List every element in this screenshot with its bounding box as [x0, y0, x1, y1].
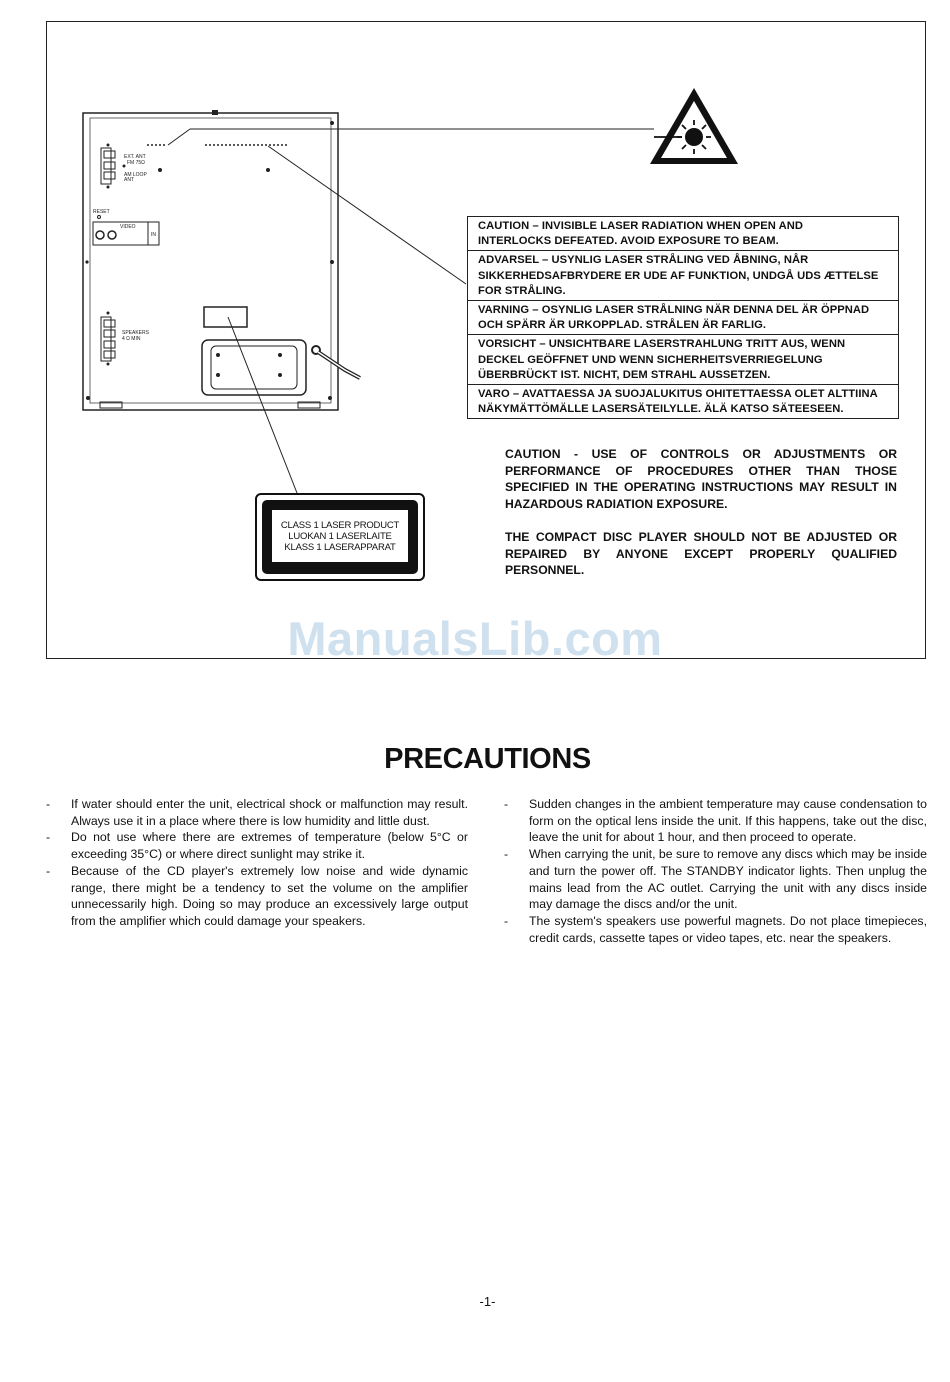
caution-paragraph: CAUTION - USE OF CONTROLS OR ADJUSTMENTS OR PERFORMANCE OF PROCEDURES OTHER THAN THOSE SPECIFIED IN THE OPERATING INSTRUCTIONS MAY RESULT IN HAZARDOUS RADIATION EXPOSURE.	[505, 447, 897, 512]
am-ant-label: ANT	[124, 177, 134, 183]
watermark: ManualsLib.com	[287, 612, 663, 665]
caution-notice	[505, 446, 897, 595]
reset-button	[98, 216, 101, 219]
laser-label-line: CLASS 1 LASER PRODUCT	[280, 519, 400, 531]
warning-swedish: VARNING – OSYNLIG LASER STRÅLNING NÄR DENNA DEL ÄR ÖPPNAD OCH SPÄRR ÄR URKOPPLAD. STRÅLEN ÄR FARLIG.	[468, 301, 898, 335]
laser-label-line: KLASS 1 LASERAPPARAT	[284, 541, 396, 553]
am-loop-label: AM LOOP	[124, 172, 147, 178]
screw	[330, 121, 334, 125]
class1-laser-label	[255, 493, 425, 581]
caution-paragraph: THE COMPACT DISC PLAYER SHOULD NOT BE ADJUSTED OR REPAIRED BY ANYONE EXCEPT PROPERLY QUALIFIED PERSONNEL.	[505, 529, 897, 578]
top-tab	[212, 110, 218, 115]
list-item: - Do not use where there are extremes of temperature (below 5°C or exceeding 35°C) or where direct sunlight may strike it.	[46, 830, 468, 862]
leader-line	[228, 317, 297, 493]
fm-label: FM 75Ω	[127, 160, 145, 166]
page-number: -1-	[479, 1294, 496, 1309]
screw	[328, 396, 332, 400]
leader-line	[268, 146, 466, 284]
video-jack	[108, 231, 116, 239]
multilingual-laser-warning	[467, 216, 899, 419]
speaker-terminals	[101, 312, 115, 366]
impedance-label: 4 Ω MIN	[122, 336, 141, 342]
list-item: - Sudden changes in the ambient temperature may cause condensation to form on the optical lens inside the unit. If this happens, take out the disc, leave the unit for about 1 hour, and then proceed to operate.	[504, 797, 927, 845]
list-item: - When carrying the unit, be sure to remove any discs which may be inside and turn the power off. The STANDBY indicator lights. Then unplug the mains lead from the AC outlet. Carrying the unit with any discs inside may damage the discs and/or the unit.	[504, 847, 927, 912]
precautions-right-column	[504, 796, 927, 946]
warning-english: CAUTION – INVISIBLE LASER RADIATION WHEN OPEN AND INTERLOCKS DEFEATED. AVOID EXPOSURE TO BEAM.	[468, 217, 898, 251]
laser-label-line: LUOKAN 1 LASERLAITE	[288, 530, 392, 542]
laser-warning-icon	[650, 88, 738, 164]
warning-danish: ADVARSEL – USYNLIG LASER STRÅLING VED ÅBNING, NÅR SIKKERHEDSAFBRYDERE ER UDE AF FUNKTION, UNDGÅ UDS ÆTTELSE FOR STRÅLING.	[468, 251, 898, 301]
precautions-left-column	[46, 796, 468, 930]
list-item: - Because of the CD player's extremely low noise and wide dynamic range, there might be a tendency to set the volume on the amplifier unnecessarily high. Doing so may produce an excessively large output from the amplifier which could damage your speakers.	[46, 863, 468, 928]
speakers-label: SPEAKERS	[122, 330, 149, 336]
screw	[330, 260, 334, 264]
warning-german: VORSICHT – UNSICHTBARE LASERSTRAHLUNG TRITT AUS, WENN DECKEL GEÖFFNET UND WENN SICHERHEITSVERRIEGELUNG ÜBERBRÜCKT IST. NICHT, DEM STRAHL AUSSETZEN.	[468, 335, 898, 385]
reset-label: RESET	[93, 209, 110, 215]
page-title: PRECAUTIONS	[384, 743, 591, 775]
warning-finnish: VARO – AVATTAESSA JA SUOJALUKITUS OHITETTAESSA OLET ALTTIINA NÄKYMÄTTÖMÄLLE LASERSÄTEILYLLE. ÄLÄ KATSO SÄTEESEEN.	[478, 388, 878, 416]
list-item: - If water should enter the unit, electrical shock or malfunction may result. Always use it in a place where there is low humidity and little dust.	[46, 797, 468, 828]
leader-line	[168, 129, 190, 145]
video-label: VIDEO	[120, 224, 136, 230]
vent-grille	[202, 340, 306, 395]
ext-ant-label: EXT. ANT	[124, 154, 146, 160]
laser-label-location	[204, 307, 247, 327]
screw	[86, 396, 90, 400]
screw	[85, 260, 88, 263]
video-jack	[96, 231, 104, 239]
list-item: - The system's speakers use powerful magnets. Do not place timepieces, credit cards, cassette tapes or video tapes, etc. near the speakers.	[504, 913, 927, 945]
in-label: IN	[151, 232, 156, 238]
